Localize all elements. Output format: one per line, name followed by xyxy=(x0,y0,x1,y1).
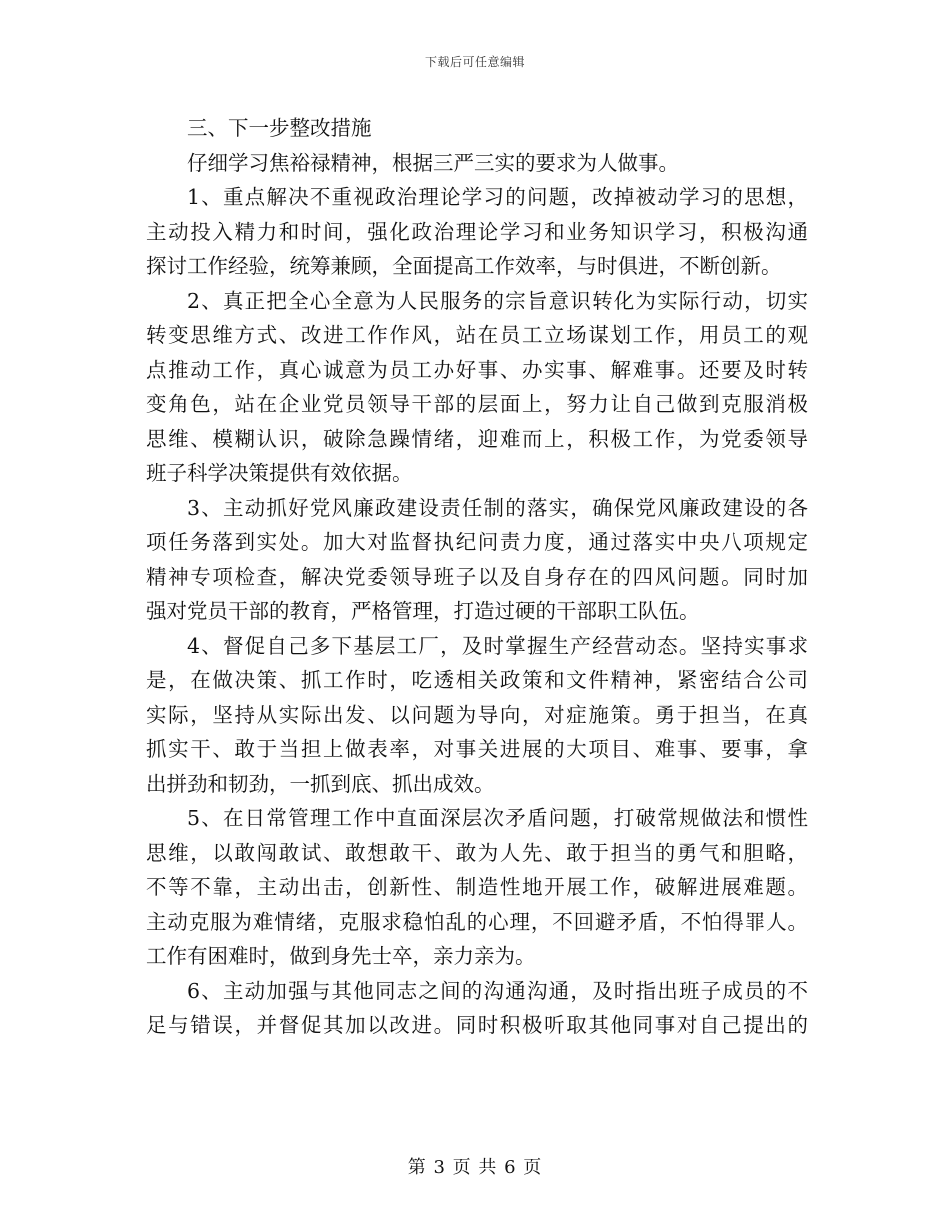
paragraph-line: 主动投入精力和时间，强化政治理论学习和业务知识学习，积极沟通 xyxy=(146,219,808,244)
paragraph-line: 4、督促自己多下基层工厂，及时掌握生产经营动态。坚持实事求 xyxy=(187,633,808,658)
section-heading: 三、下一步整改措施 xyxy=(187,116,372,140)
paragraph-line: 思维，以敢闯敢试、敢想敢干、敢为人先、敢于担当的勇气和胆略， xyxy=(146,840,808,865)
paragraph-line: 项任务落到实处。加大对监督执纪问责力度，通过落实中央八项规定 xyxy=(146,530,808,554)
paragraph-line: 点推动工作，真心诚意为员工办好事、办实事、解难事。还要及时转 xyxy=(146,357,808,382)
paragraph-line: 抓实干、敢于当担上做表率，对事关进展的大项目、难事、要事，拿 xyxy=(146,737,808,761)
paragraph-line: 探讨工作经验，统筹兼顾，全面提高工作效率，与时俱进，不断创新。 xyxy=(146,254,782,278)
paragraph-line: 仔细学习焦裕禄精神，根据三严三实的要求为人做事。 xyxy=(187,150,679,175)
paragraph-line: 思维、模糊认识，破除急躁情绪，迎难而上，积极工作，为党委领导 xyxy=(146,426,808,451)
paragraph-line: 班子科学决策提供有效依据。 xyxy=(146,461,413,485)
paragraph-line: 是，在做决策、抓工作时，吃透相关政策和文件精神，紧密结合公司 xyxy=(146,668,808,692)
paragraph-line: 5、在日常管理工作中直面深层次矛盾问题，打破常规做法和惯性 xyxy=(187,806,808,830)
paragraph-line: 转变思维方式、改进工作作风，站在员工立场谋划工作，用员工的观 xyxy=(146,323,808,347)
paragraph-line: 实际，坚持从实际出发、以问题为导向，对症施策。勇于担当，在真 xyxy=(146,702,808,727)
paragraph-line: 2、真正把全心全意为人民服务的宗旨意识转化为实际行动，切实 xyxy=(187,288,808,313)
paragraph-line: 1、重点解决不重视政治理论学习的问题，改掉被动学习的思想， xyxy=(187,185,808,209)
paragraph-line: 3、主动抓好党风廉政建设责任制的落实，确保党风廉政建设的各 xyxy=(187,495,808,520)
paragraph-line: 主动克服为难情绪，克服求稳怕乱的心理，不回避矛盾，不怕得罪人。 xyxy=(146,909,808,934)
header-note: 下载后可任意编辑 xyxy=(424,55,525,69)
paragraph-line: 工作有困难时，做到身先士卒，亲力亲为。 xyxy=(146,944,536,968)
document-body xyxy=(146,111,808,1043)
paragraph-line: 精神专项检查，解决党委领导班子以及自身存在的四风问题。同时加 xyxy=(146,564,808,589)
paragraph-line: 6、主动加强与其他同志之间的沟通沟通，及时指出班子成员的不 xyxy=(187,978,808,1003)
page-number: 第 3 页 共 6 页 xyxy=(407,1157,543,1178)
paragraph-line: 不等不靠，主动出击，创新性、制造性地开展工作，破解进展难题。 xyxy=(146,875,808,899)
paragraph-line: 出拼劲和韧劲，一抓到底、抓出成效。 xyxy=(146,771,495,796)
paragraph-line: 变角色，站在企业党员领导干部的层面上，努力让自己做到克服消极 xyxy=(146,392,808,416)
paragraph-line: 足与错误，并督促其加以改进。同时积极听取其他同事对自己提出的 xyxy=(146,1013,808,1037)
paragraph-line: 强对党员干部的教育，严格管理，打造过硬的干部职工队伍。 xyxy=(146,599,700,623)
